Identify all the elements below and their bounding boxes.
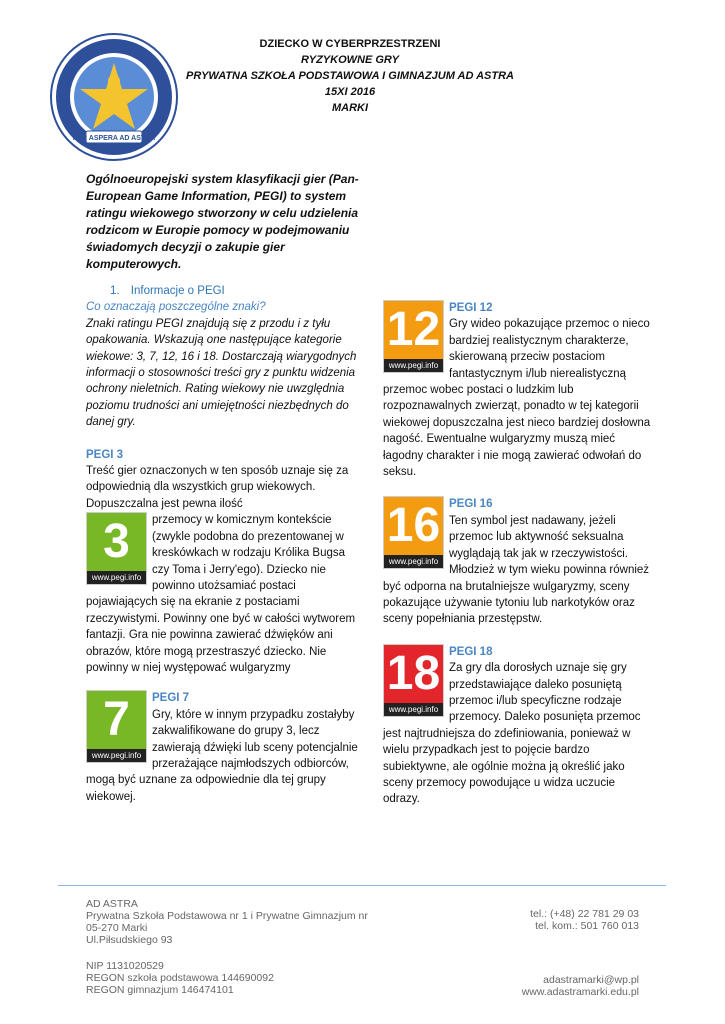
footer-address [86, 898, 368, 946]
pegi16-icon [383, 496, 444, 569]
pegi12-text: Gry wideo pokazujące przemoc o nieco bardziej realistycznym charakterze, skierowaną przeciw postaciom fantastycznym i/lub nierealistyczną przemoc wobec postaci o ludzkim lub rozpoznawalnych zwierząt, ponadto w tej kategorii wiekowej dopuszczalna jest nieco bardziej dosłowna nagość. Ewentualne wulgaryzmy muszą mieć łagodny charakter i nie mogą zawierać odwołań do seksu. [383, 318, 651, 479]
footer-www[interactable]: www.adastramarki.edu.pl [521, 986, 639, 998]
footer-line3: 05-270 Marki [86, 922, 148, 934]
header-line1: DZIECKO W CYBERPRZESTRZENI [259, 38, 441, 50]
section-heading [110, 283, 358, 299]
pegi16-title: PEGI 16 [449, 498, 493, 511]
pegi3-title: PEGI 3 [86, 448, 124, 461]
pegi12-block [383, 300, 655, 480]
pegi18-block [383, 644, 655, 808]
pegi16-text: Ten symbol jest nadawany, jeżeli przemoc lub aktywność seksualna wyglądają tak jak w rzeczywistości. Młodzież w tym wieku powinna również być odporna na brutalniejsze wulgaryzmy, sceny pokazujące używanie tytoniu lub narkotyków oraz sceny popełniania przestępstw. [383, 514, 650, 626]
pegi16-number: 16 [386, 499, 441, 553]
footer-email[interactable]: adastramarki@wp.pl [543, 974, 639, 986]
pegi12-title: PEGI 12 [449, 302, 493, 314]
pegi7-site: www.pegi.info [87, 749, 146, 762]
pegi18-site: www.pegi.info [384, 703, 443, 716]
footer-regon1: REGON szkoła podstawowa 144690092 [86, 972, 274, 984]
footer-tel-kom: tel. kom.: 501 760 013 [535, 920, 639, 932]
footer-phones [530, 908, 639, 932]
header-line3: PRYWATNA SZKOŁA PODSTAWOWA I GIMNAZJUM AD ASTRA [186, 70, 514, 82]
pegi3-text-before: Treść gier oznaczonych w ten sposób uznaje się za odpowiednią dla wszystkich grup wiekowych. Dopuszczalna jest pewna ilość [86, 465, 349, 510]
logo-motto: PER ASPERA AD ASTRA [72, 135, 156, 142]
pegi12-number: 12 [386, 303, 441, 356]
pegi16-site: www.pegi.info [384, 555, 443, 568]
pegi7-block [86, 690, 358, 805]
pegi7-number: 7 [103, 693, 130, 747]
section-title: Informacje o PEGI [130, 285, 225, 297]
pegi12-site: www.pegi.info [384, 359, 443, 372]
footer-regon2: REGON gimnazjum 146474101 [86, 984, 234, 996]
pegi3-number: 3 [103, 515, 130, 569]
pegi3-block [86, 512, 358, 676]
section-question: Co oznaczają poszczególne znaki? [86, 301, 266, 314]
right-column [383, 300, 655, 808]
pegi16-block [383, 496, 655, 627]
footer-name: AD ASTRA [86, 898, 138, 910]
footer-registration [86, 960, 274, 996]
left-column [86, 283, 358, 805]
pegi18-number: 18 [386, 646, 441, 700]
pegi7-icon [86, 690, 147, 763]
header-line4: 15XI 2016 [324, 86, 376, 98]
pegi12-icon [383, 300, 444, 373]
section-number: 1. [110, 285, 120, 297]
header-line2: RYZYKOWNE GRY [301, 54, 399, 66]
pegi3-site: www.pegi.info [87, 571, 146, 584]
pegi18-text: Za gry dla dorosłych uznaje się gry przedstawiające daleko posuniętą przemoc i/lub specyficzne rodzaje przemocy. Daleko posunięta przemoc jest najtrudniejsza do zdefiniowania, ponieważ w wielu przypadkach jest to pojęcie bardzo subiektywne, ale ogólnie można ją określić jako sceny przemocy powodujące u widza uczucie odrazy. [383, 662, 641, 806]
pegi18-title: PEGI 18 [449, 645, 493, 658]
footer-line2: Prywatna Szkoła Podstawowa nr 1 i Prywatne Gimnazjum nr [86, 910, 368, 922]
pegi18-icon [383, 644, 444, 717]
pegi3-icon [86, 512, 147, 585]
pegi7-text: Gry, które w innym przypadku zostałyby zakwalifikowane do grupy 3, lecz zawierają dźwięki lub sceny potencjalnie przerażające najmłodszych odbiorców, mogą być uznane za odpowiednie dla tej grupy wiekowej. [86, 708, 358, 803]
footer-nip: NIP 1131020529 [86, 960, 164, 972]
header-line5: MARKI [331, 102, 369, 114]
footer-line4: Ul.Piłsudskiego 93 [86, 934, 173, 946]
pegi7-title: PEGI 7 [152, 692, 190, 705]
document-header [150, 36, 550, 116]
pegi3-text-after: przemocy w komicznym kontekście (zwykle podobna do prezentowanej w kreskówkach w rodzaju Królika Bugsa czy Toma i Jerry'ego). Dziecko nie powinno utożsamiać postaci pojawiających się na ekranie z postaciami rzeczywistymi. Powinny one być w całości wytworem fantazji. Gra nie powinna zawierać dźwięków ani obrazów, które mogą przestraszyć dziecko. Nie powinny w niej występować wulgaryzmy [86, 514, 356, 674]
footer-divider [58, 885, 666, 886]
footer-tel: tel.: (+48) 22 781 29 03 [530, 908, 639, 920]
section-body: Znaki ratingu PEGI znajdują się z przodu i z tyłu opakowania. Wskazują one następujące kategorie wiekowe: 3, 7, 12, 16 i 18. Dostarczają wiarygodnych informacji o stosowności treści gry z punktu widzenia ochrony nieletnich. Rating wiekowy nie uwzględnia poziomu trudności ani umiejętności niezbędnych do danej gry. [86, 317, 357, 429]
intro-paragraph: Ogólnoeuropejski system klasyfikacji gier (Pan-European Game Information, PEGI) to system ratingu wiekowego stworzony w celu udzielenia rodzicom w Europie pomocy w podejmowaniu świadomych decyzji o zakupie gier komputerowych. [86, 172, 359, 271]
footer-contact [522, 974, 639, 998]
